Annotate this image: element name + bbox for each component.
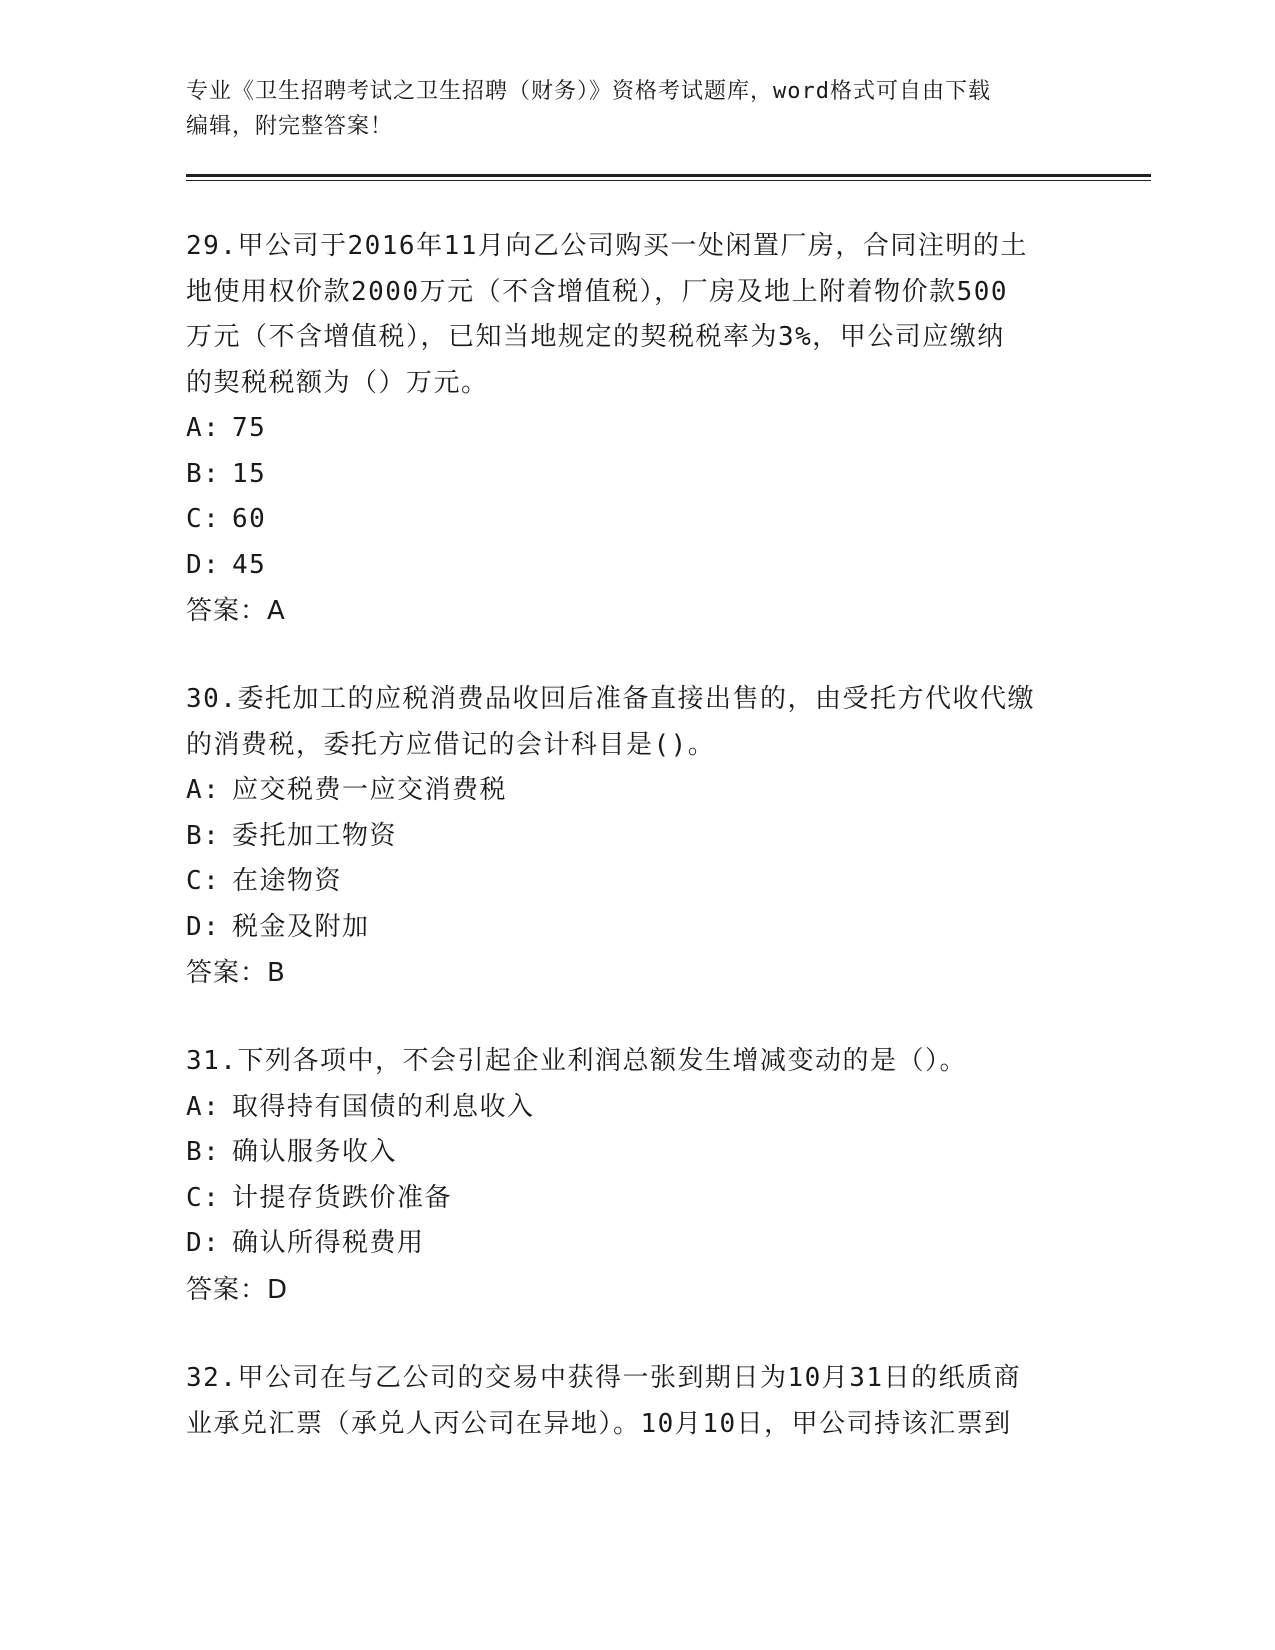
answer: 答案：A [186,596,286,626]
stem-line: 31.下列各项中，不会引起企业利润总额发生增减变动的是（）。 [186,1046,967,1076]
stem-line: 业承兑汇票（承兑人丙公司在异地）。10月10日，甲公司持该汇票到 [186,1408,1012,1439]
option-letter: C: [186,1182,221,1213]
option-letter: B: [186,458,221,489]
header-divider-thick [186,174,1151,177]
option-text: 应交税费一应交消费税 [232,775,508,805]
stem-line: 万元（不含增值税），已知当地规定的契税税率为3%，甲公司应缴纳 [186,322,1005,352]
option-c [186,859,1086,905]
stem-line: 的消费税，委托方应借记的会计科目是()。 [186,729,716,760]
option-text: 15 [232,458,267,489]
header-line-2: 编辑，附完整答案！ [186,114,394,139]
stem-line: 30.委托加工的应税消费品收回后准备直接出售的，由受托方代收代缴 [186,684,1035,714]
stem-line: 32.甲公司在与乙公司的交易中获得一张到期日为10月31日的纸质商 [186,1363,1022,1393]
option-c [186,1176,1086,1222]
option-letter: C: [186,504,221,534]
header-line-1: 专业《卫生招聘考试之卫生招聘（财务）》资格考试题库，word格式可自由下载 [186,79,991,104]
option-text: 60 [232,504,267,534]
option-letter: A: [186,775,221,805]
option-letter: B: [186,1137,221,1167]
option-text: 计提存货跌价准备 [232,1182,453,1213]
option-letter: A: [186,413,221,443]
option-letter: C: [186,866,221,896]
option-a [186,1085,1086,1131]
question-stem [186,677,1086,768]
option-b [186,1130,1086,1176]
question-30 [186,677,1086,996]
question-stem [186,1356,1086,1447]
option-text: 确认服务收入 [232,1137,398,1167]
document-header [186,74,1066,144]
option-d [186,543,1086,589]
question-32 [186,1356,1086,1447]
answer: 答案：B [186,958,286,988]
option-a [186,406,1086,452]
question-31 [186,1039,1086,1313]
option-d [186,905,1086,951]
question-stem [186,1039,1086,1085]
option-text: 75 [232,413,267,443]
header-divider-thin [186,180,1151,181]
question-stem [186,224,1086,406]
answer: 答案：D [186,1274,289,1305]
option-letter: B: [186,820,221,851]
option-letter: D: [186,1228,221,1258]
stem-line: 的契税税额为（）万元。 [186,367,489,398]
stem-line: 29.甲公司于2016年11月向乙公司购买一处闲置厂房，合同注明的土 [186,231,1028,261]
question-29 [186,224,1086,634]
option-a [186,768,1086,814]
option-text: 在途物资 [232,866,343,896]
option-b [186,452,1086,498]
option-letter: D: [186,911,221,942]
option-d [186,1221,1086,1267]
option-text: 税金及附加 [232,911,370,942]
option-text: 委托加工物资 [232,820,398,851]
option-b [186,814,1086,860]
option-text: 45 [232,549,267,580]
option-text: 确认所得税费用 [232,1228,425,1258]
stem-line: 地使用权价款2000万元（不含增值税），厂房及地上附着物价款500 [186,276,1009,307]
option-letter: A: [186,1091,221,1122]
option-text: 取得持有国债的利息收入 [232,1091,535,1122]
option-c [186,497,1086,543]
option-letter: D: [186,549,221,580]
